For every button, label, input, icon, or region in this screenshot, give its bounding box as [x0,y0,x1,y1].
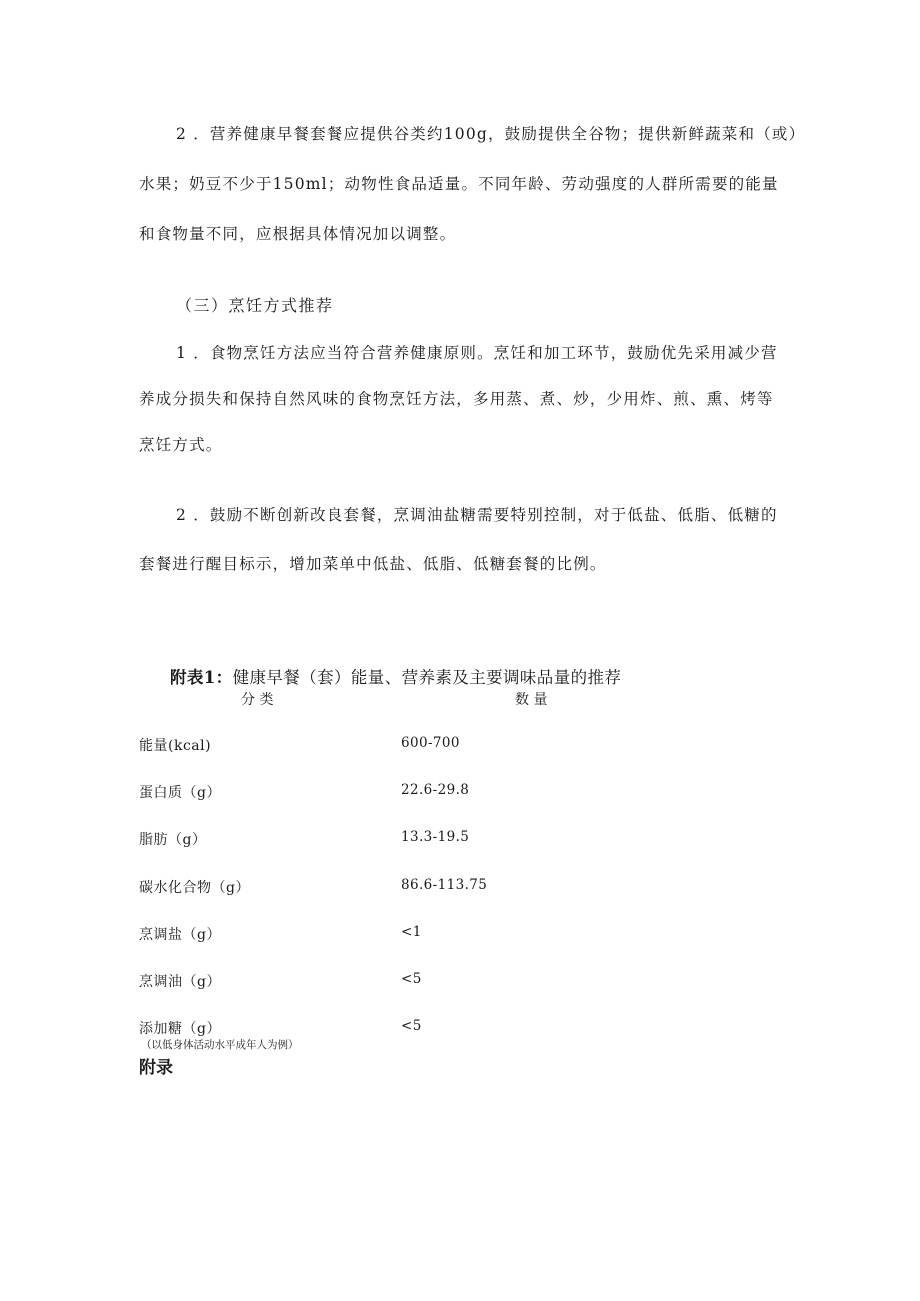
table-row-name: 烹调油（g） [139,974,221,990]
table-title-label: 附表1： [170,668,233,687]
table-row-value: 22.6-29.8 [401,782,470,798]
table-row-name: 烹调盐（g） [139,927,221,943]
column-header-category: 分 类 [241,692,274,708]
table-title [170,664,621,688]
appendix-heading: 附录 [139,1058,173,1078]
paragraph-line: 水果；奶豆不少于150ml；动物性食品适量。不同年龄、劳动强度的人群所需要的能量 [139,175,779,193]
paragraph-line: 2 ．鼓励不断创新改良套餐，烹调油盐糖需要特别控制，对于低盐、低脂、低糖的 [176,506,778,524]
table-row-value: <5 [401,971,422,987]
table-note: （以低身体活动水平成年人为例） [141,1039,299,1051]
table-row-value: <5 [401,1018,422,1034]
table-row-name: 蛋白质（g） [139,785,221,801]
table-title-text: 健康早餐（套）能量、营养素及主要调味品量的推荐 [232,668,622,687]
table-row-name: 添加糖（g） [139,1021,221,1037]
paragraph-line: 养成分损失和保持自然风味的食物烹饪方法，多用蒸、煮、炒，少用炸、煎、熏、烤等 [139,390,774,408]
table-row-value: <1 [401,924,422,940]
table-row-name: 脂肪（g） [139,832,207,848]
table-row-value: 13.3-19.5 [401,829,470,845]
paragraph-line: 2 ．营养健康早餐套餐应提供谷类约100g，鼓励提供全谷物；提供新鲜蔬菜和（或） [176,125,806,143]
table-row-value: 600-700 [401,735,460,751]
paragraph-line: 烹饪方式。 [139,436,223,454]
table-row-name: 能量(kcal) [139,738,212,754]
paragraph-line: 和食物量不同，应根据具体情况加以调整。 [139,225,457,243]
paragraph-line: 1 ．食物烹饪方法应当符合营养健康原则。烹饪和加工环节，鼓励优先采用减少营 [176,344,778,362]
column-header-quantity: 数 量 [515,692,548,708]
table-row-value: 86.6-113.75 [401,877,488,893]
paragraph-line: 套餐进行醒目标示，增加菜单中低盐、低脂、低糖套餐的比例。 [139,555,607,573]
table-row-name: 碳水化合物（g） [139,880,250,896]
section-heading: （三）烹饪方式推荐 [176,296,334,315]
